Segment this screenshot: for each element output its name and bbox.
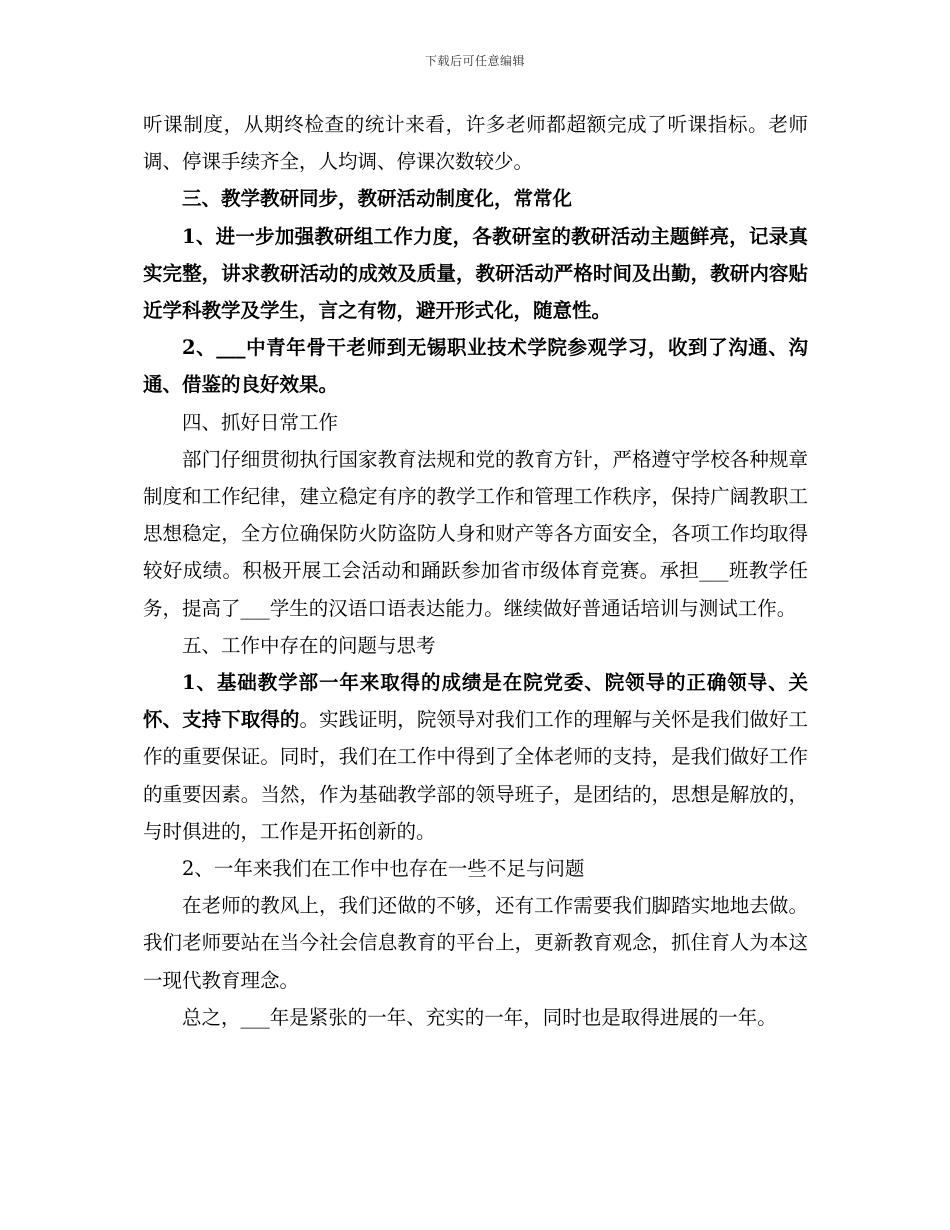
paragraph-3-2 [143,329,808,403]
section-heading-4 [143,404,808,441]
page-header: 下载后可任意编辑 [424,54,525,68]
section-heading-3-text: 三、教学教研同步，教研活动制度化，常常化 [182,187,573,211]
paragraph-1-text: 听课制度，从期终检查的统计来看，许多老师都超额完成了听课指标。老师调、停课手续齐全，人均调、停课次数较少。 [143,113,808,174]
paragraph-4-body [143,441,808,627]
paragraph-5-2-heading [143,850,808,887]
paragraph-conclusion-text: 总之，___年是紧张的一年、充实的一年，同时也是取得进展的一年。 [182,1005,777,1029]
document-body [143,106,808,1036]
section-heading-4-text: 四、抓好日常工作 [182,410,339,434]
section-heading-5 [143,627,808,664]
paragraph-3-1-text: 1、进一步加强教研组工作力度，各教研室的教研活动主题鲜亮，记录真实完整，讲求教研活动的成效及质量，教研活动严格时间及出勤，教研内容贴近学科教学及学生，言之有物，避开形式化，随意性。 [143,224,808,323]
section-heading-5-text: 五、工作中存在的问题与思考 [182,633,436,657]
paragraph-5-1-bold-text: 1、基础教学部一年来取得的成绩是在院党委、院领导的正确领导、关怀、支持下取得的 [143,671,808,732]
paragraph-5-2-body-text: 在老师的教风上，我们还做的不够，还有工作需要我们脚踏实地地去做。我们老师要站在当今社会信息教育的平台上，更新教育观念，抓住育人为本这一现代教育理念。 [143,894,808,992]
paragraph-1 [143,106,808,180]
paragraph-5-2-body [143,887,808,999]
paragraph-conclusion [143,999,808,1036]
paragraph-4-body-text: 部门仔细贯彻执行国家教育法规和党的教育方针，严格遵守学校各种规章制度和工作纪律，建立稳定有序的教学工作和管理工作秩序，保持广阔教职工思想稳定，全方位确保防火防盗防人身和财产等各方面安全，各项工作均取得较好成绩。积极开展工会活动和踊跃参加省市级体育竞赛。承担___班教学任务，提高了___学生的汉语口语表达能力。继续做好普通话培训与测试工作。 [143,447,808,620]
paragraph-3-1 [143,218,808,330]
paragraph-5-1 [143,664,808,850]
paragraph-5-1-text: 。实践证明，院领导对我们工作的理解与关怀是我们做好工作的重要保证。同时，我们在工作中得到了全体老师的支持，是我们做好工作的重要因素。当然，作为基础教学部的领导班子，是团结的，思想是解放的，与时俱进的，工作是开拓创新的。 [143,708,808,843]
paragraph-3-2-text: 2、___中青年骨干老师到无锡职业技术学院参观学习，收到了沟通、沟通、借鉴的良好效果。 [143,336,808,397]
paragraph-5-2-heading-text: 2、一年来我们在工作中也存在一些不足与问题 [182,857,585,881]
section-heading-3 [143,180,808,217]
